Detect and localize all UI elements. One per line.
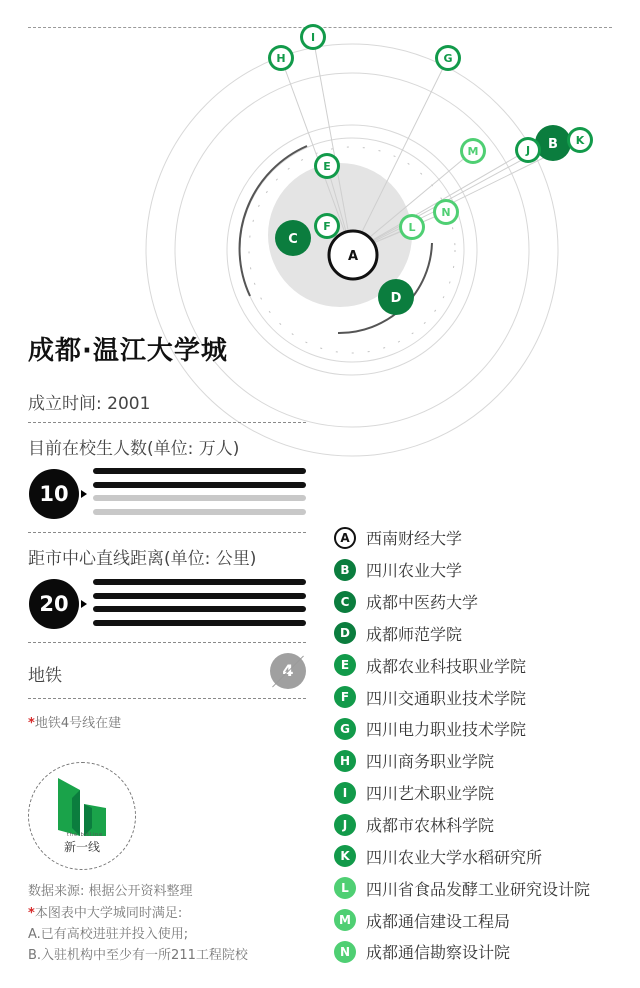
legend-item (334, 713, 590, 745)
node-letter: M (467, 145, 479, 158)
legend-label: 四川农业大学 (366, 561, 463, 581)
legend-label: 四川商务职业学院 (366, 752, 495, 772)
legend-label: 成都农业科技职业学院 (366, 656, 527, 676)
stat-bar (93, 606, 306, 612)
legend-badge: E (334, 654, 356, 676)
campus-node (433, 199, 459, 225)
legend-item (334, 745, 590, 777)
legend-label: 成都中医药大学 (366, 593, 479, 613)
metro-label: 地铁 (28, 666, 62, 686)
legend-item (334, 681, 590, 713)
campus-node (300, 24, 326, 50)
node-letter: B (548, 137, 558, 152)
campus-node (460, 138, 486, 164)
legend-item (334, 840, 590, 872)
node-letter: I (310, 31, 316, 44)
metro-line-badge: 4 (270, 653, 306, 689)
distance-value-badge: 20 (29, 579, 79, 629)
stat-bar (93, 579, 306, 585)
legend-item (334, 777, 590, 809)
campus-node (329, 231, 377, 279)
legend-label: 成都市农林科学院 (366, 816, 495, 836)
metro-note-text: 地铁4号线在建 (34, 716, 122, 731)
metro-note (28, 712, 121, 731)
legend-label: 成都师范学院 (366, 624, 463, 644)
node-letter: H (276, 52, 286, 65)
campus-node (535, 125, 571, 161)
legend-item (334, 522, 590, 554)
logo-text: 新一线 (63, 840, 100, 854)
stat-bar (93, 495, 306, 501)
campus-node (515, 137, 541, 163)
divider (28, 422, 306, 423)
campus-node (399, 214, 425, 240)
legend-badge: F (334, 686, 356, 708)
legend-label: 成都通信勘察设计院 (366, 943, 511, 963)
footnote-criteria-a: A.已有高校进驻并投入使用; (28, 927, 189, 942)
node-letter: K (575, 134, 585, 147)
legend-label: 西南财经大学 (366, 529, 463, 549)
logo-icon (58, 778, 106, 836)
legend (334, 522, 590, 968)
stat-bar (93, 468, 306, 474)
node-letter: L (408, 221, 416, 234)
footnote-criteria-b: B.入驻机构中至少有一所211工程院校 (28, 948, 248, 963)
legend-item (334, 554, 590, 586)
node-letter: A (347, 249, 359, 264)
campus-node (567, 127, 593, 153)
legend-badge: B (334, 559, 356, 581)
stat-bar (93, 620, 306, 626)
legend-label: 四川交通职业技术学院 (366, 688, 527, 708)
campus-node (268, 45, 294, 71)
node-letter: D (390, 291, 402, 306)
legend-item (334, 904, 590, 936)
campus-node (378, 279, 414, 315)
stat-bar (93, 509, 306, 515)
legend-label: 四川省食品发酵工业研究设计院 (366, 879, 591, 899)
legend-item (334, 872, 590, 904)
pointer-arrow (81, 490, 87, 498)
divider (28, 642, 306, 643)
distance-label: 距市中心直线距离(单位: 公里) (28, 549, 257, 569)
legend-label: 四川农业大学水稻研究所 (366, 847, 543, 867)
footnote-star: * (28, 906, 35, 921)
campus-node (435, 45, 461, 71)
footnote-criteria (28, 902, 182, 921)
stat-bar (93, 482, 306, 488)
legend-badge: N (334, 941, 356, 963)
legend-label: 四川艺术职业学院 (366, 784, 495, 804)
legend-badge: K (334, 845, 356, 867)
pointer-arrow (81, 600, 87, 608)
legend-badge: A (334, 527, 356, 549)
legend-label: 四川电力职业技术学院 (366, 720, 527, 740)
node-letter: C (288, 232, 298, 247)
legend-item (334, 649, 590, 681)
legend-label: 成都通信建设工程局 (366, 911, 511, 931)
page-title: 成都·温江大学城 (28, 336, 228, 366)
legend-item (334, 618, 590, 650)
legend-item (334, 809, 590, 841)
students-label: 目前在校生人数(单位: 万人) (28, 439, 240, 459)
students-value-badge: 10 (29, 469, 79, 519)
node-letter: N (441, 206, 451, 219)
node-letter: G (443, 52, 453, 65)
footnote-criteria-text: 本图表中大学城同时满足: (34, 906, 183, 921)
founded-text: 成立时间: 2001 (28, 394, 151, 414)
legend-badge: I (334, 782, 356, 804)
logo-subtitle: the bitline (66, 832, 104, 838)
divider (28, 532, 306, 533)
note-star: * (28, 716, 35, 731)
legend-badge: M (334, 909, 356, 931)
footnote-source: 数据来源: 根据公开资料整理 (28, 884, 193, 899)
legend-item (334, 936, 590, 968)
campus-node (314, 213, 340, 239)
campus-node (275, 220, 311, 256)
legend-badge: C (334, 591, 356, 613)
stat-bar (93, 593, 306, 599)
legend-badge: L (334, 877, 356, 899)
legend-badge: D (334, 622, 356, 644)
campus-node (314, 153, 340, 179)
node-letter: J (525, 144, 531, 157)
divider (28, 698, 306, 699)
node-letter: E (323, 160, 331, 173)
legend-badge: G (334, 718, 356, 740)
legend-badge: J (334, 814, 356, 836)
node-letter: F (323, 220, 331, 233)
legend-item (334, 586, 590, 618)
legend-badge: H (334, 750, 356, 772)
